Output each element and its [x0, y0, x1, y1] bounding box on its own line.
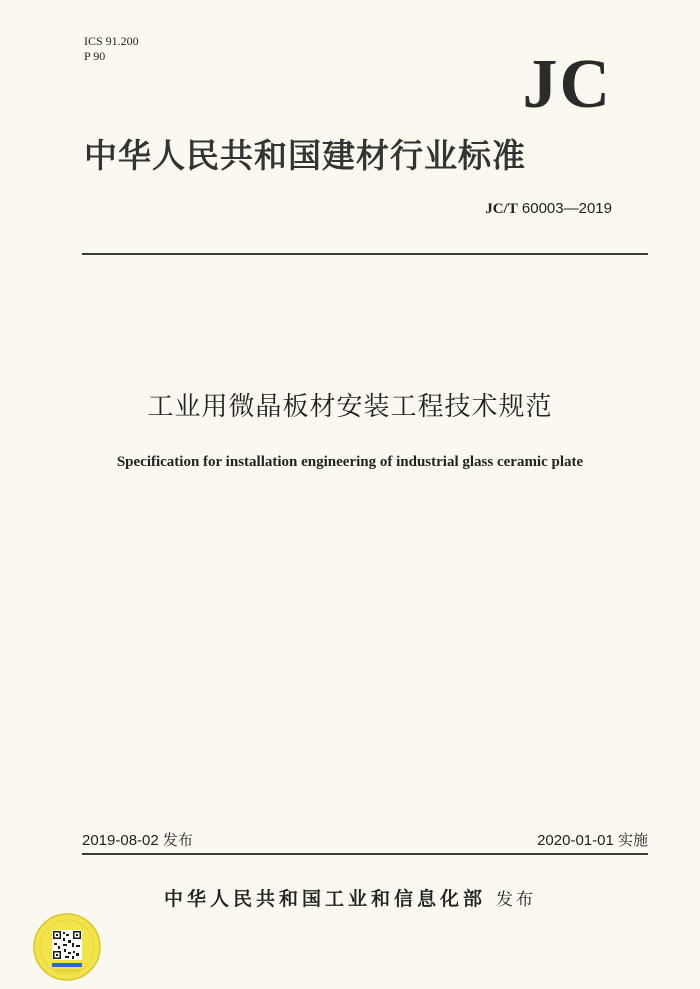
implementation-date: 2020-01-01 实施	[537, 832, 648, 849]
issue-date: 2019-08-02 发布	[82, 832, 193, 849]
standard-type-heading: 中华人民共和国建材行业标准	[84, 136, 526, 175]
standard-number	[485, 200, 612, 218]
ics-code: ICS 91.200	[84, 34, 139, 48]
top-divider	[82, 253, 648, 255]
publisher	[0, 884, 700, 911]
ics-classification	[84, 34, 139, 64]
bottom-divider	[82, 853, 648, 855]
qr-seal-graphic	[32, 912, 102, 982]
publisher-suffix: 发布	[496, 890, 536, 910]
jc-logo: JC	[522, 46, 612, 123]
standard-number-value: 60003—2019	[521, 200, 612, 217]
title-english: Specification for installation engineering of industrial glass ceramic plate	[116, 454, 584, 470]
standard-number-code: JC/T	[485, 201, 518, 217]
ccs-code: P 90	[84, 49, 106, 63]
title-chinese: 工业用微晶板材安装工程技术规范	[147, 392, 553, 422]
qr-code-seal-icon[interactable]	[32, 912, 102, 982]
publisher-name: 中华人民共和国工业和信息化部	[163, 888, 486, 910]
